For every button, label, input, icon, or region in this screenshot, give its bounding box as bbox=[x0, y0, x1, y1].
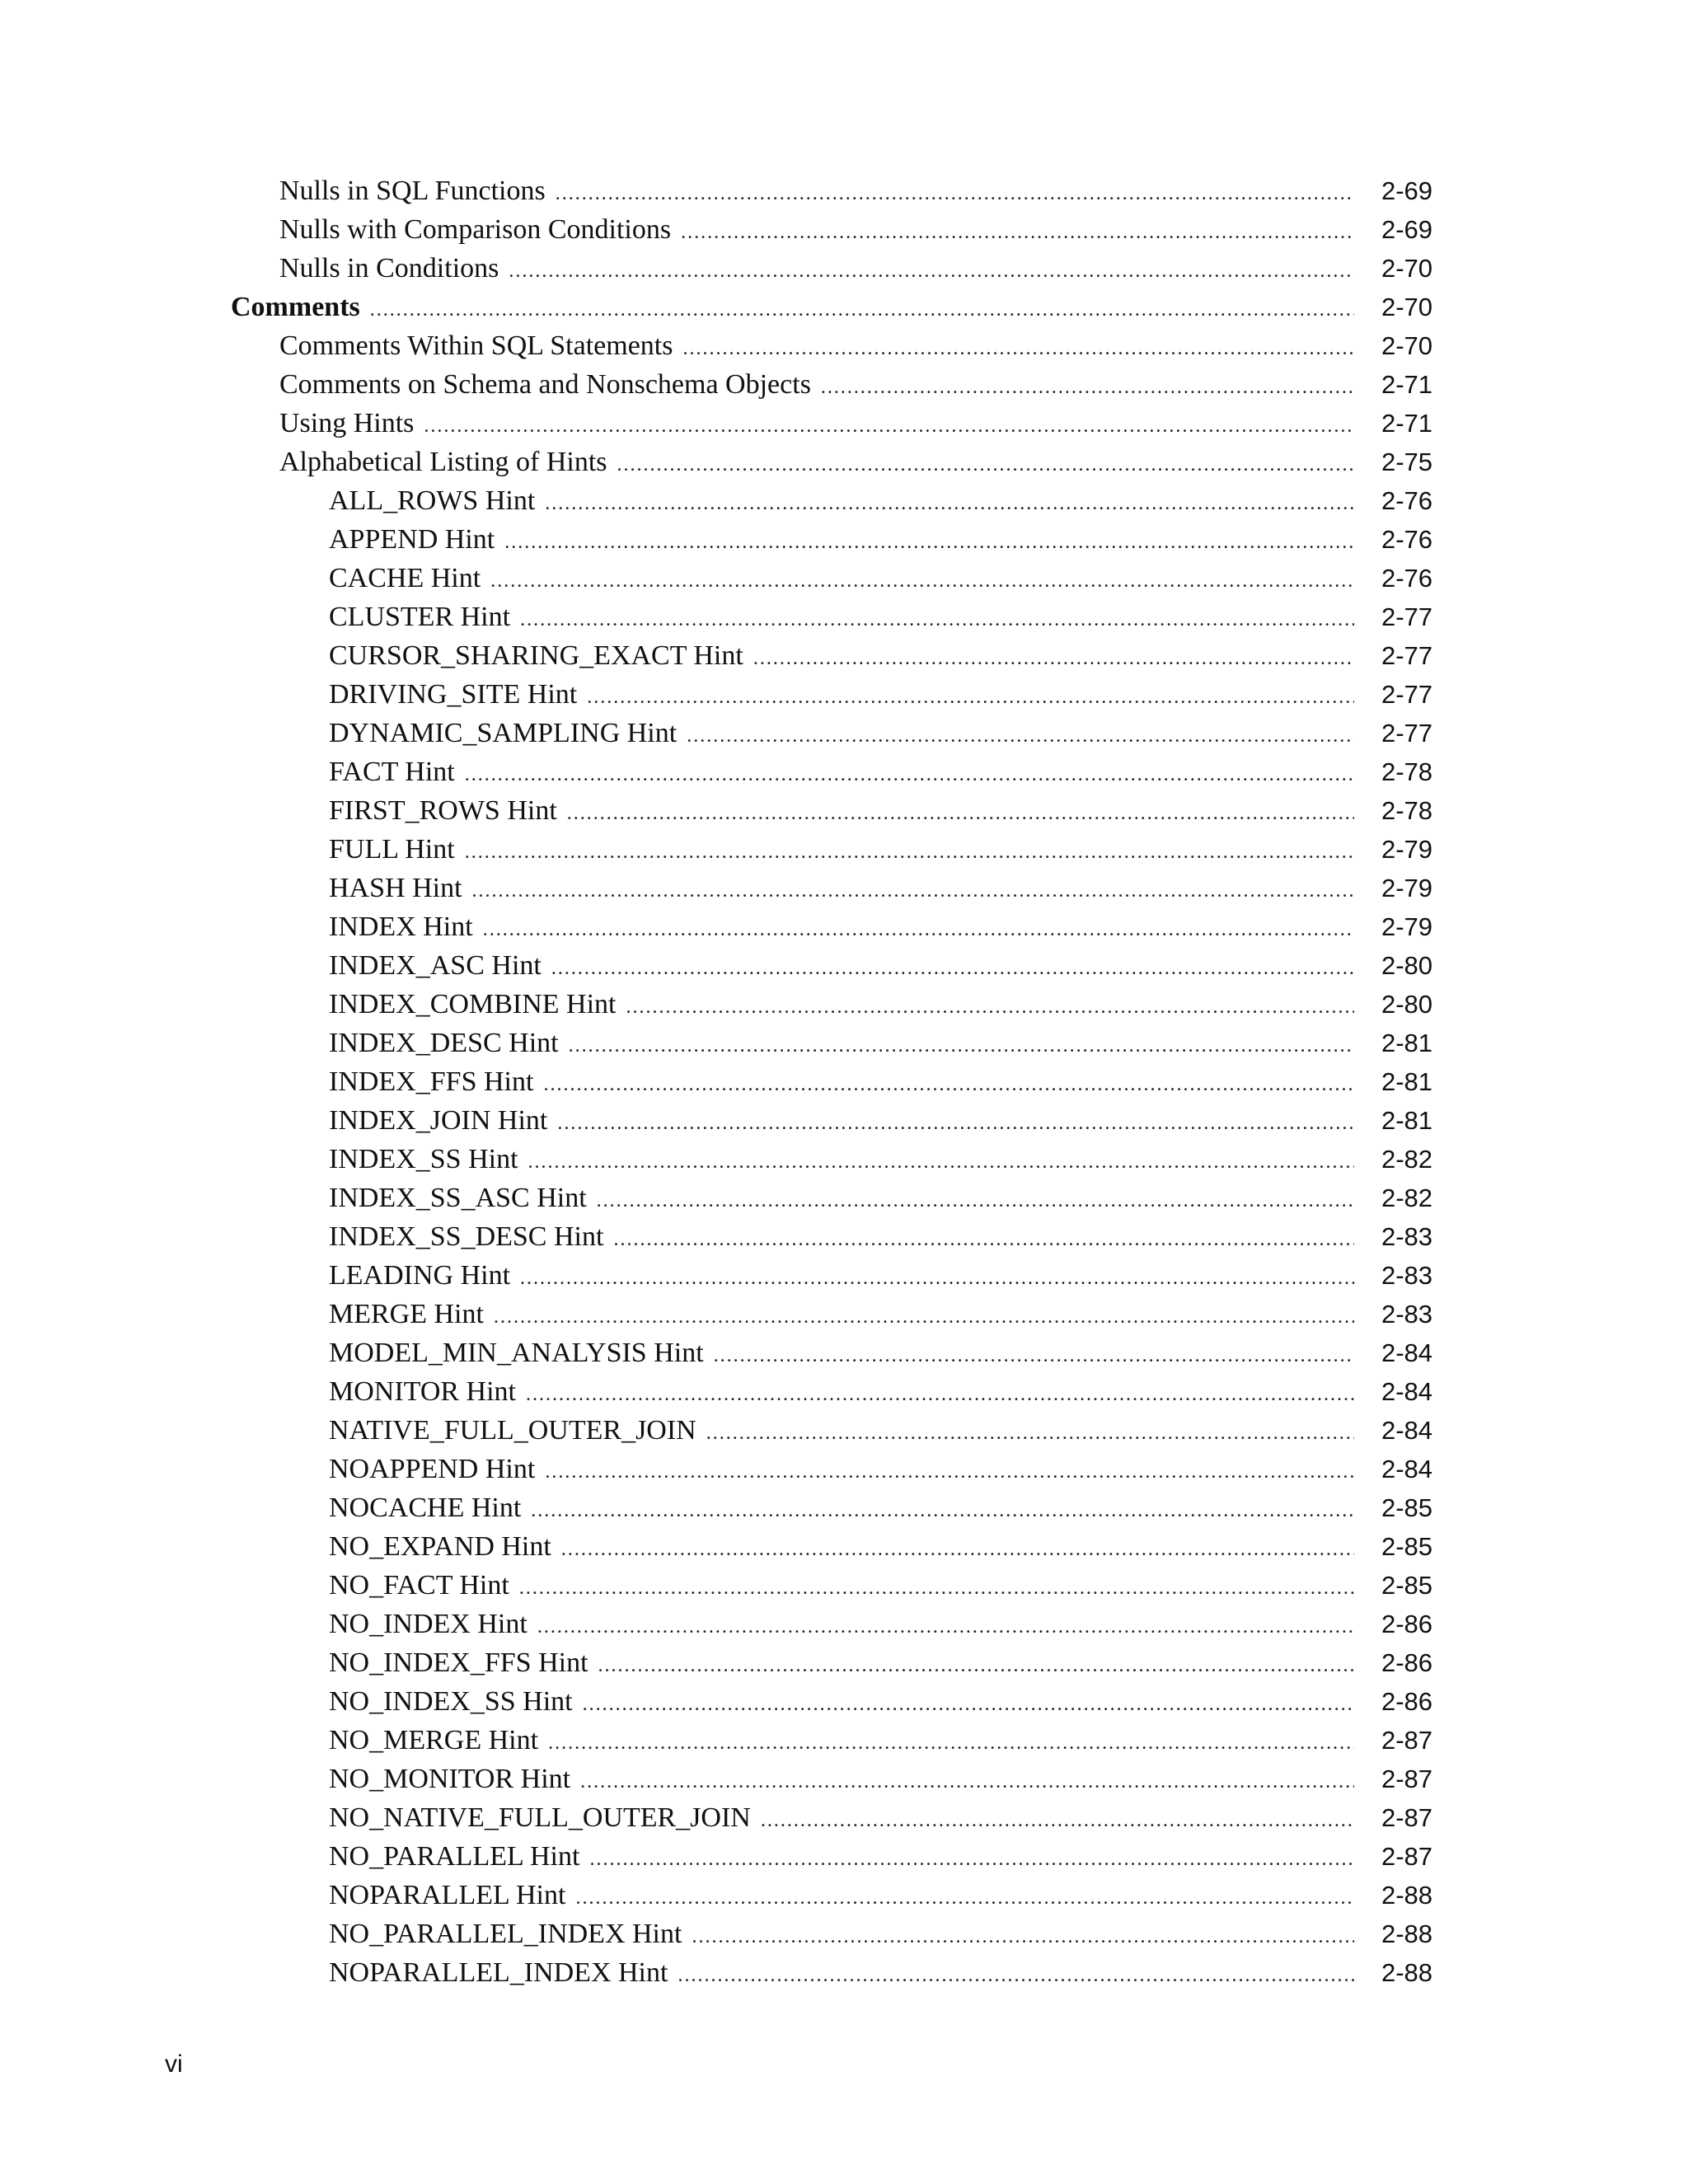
toc-entry-title[interactable]: NOPARALLEL Hint bbox=[329, 1880, 566, 1910]
toc-entry-text bbox=[329, 752, 1354, 791]
toc-entry-text bbox=[329, 1837, 1354, 1876]
toc-entry-page-number[interactable]: 2-86 bbox=[1381, 1648, 1432, 1677]
toc-entry-page-number[interactable]: 2-75 bbox=[1381, 448, 1432, 476]
toc-entry-title[interactable]: NO_INDEX_FFS Hint bbox=[329, 1647, 588, 1678]
toc-entry-text bbox=[279, 443, 1354, 481]
dot-leader bbox=[537, 1608, 1354, 1643]
dot-leader bbox=[598, 1647, 1354, 1682]
toc-entry[interactable] bbox=[0, 907, 1688, 946]
toc-entry[interactable] bbox=[0, 598, 1688, 636]
toc-entry-text bbox=[329, 1450, 1354, 1488]
toc-entry-text bbox=[329, 598, 1354, 636]
toc-entry-title[interactable]: NO_MONITOR Hint bbox=[329, 1764, 571, 1794]
dot-leader bbox=[520, 601, 1354, 636]
dot-leader bbox=[583, 1685, 1354, 1721]
toc-entry-page-number[interactable]: 2-81 bbox=[1381, 1029, 1432, 1057]
toc-entry-text bbox=[279, 210, 1354, 249]
toc-entry[interactable] bbox=[0, 1062, 1688, 1101]
toc-entry-title[interactable]: INDEX_FFS Hint bbox=[329, 1066, 534, 1097]
dot-leader bbox=[490, 562, 1354, 598]
toc-entry-title[interactable]: INDEX_SS_ASC Hint bbox=[329, 1183, 587, 1213]
dot-leader bbox=[682, 330, 1354, 365]
toc-entry[interactable] bbox=[0, 1876, 1688, 1915]
toc-entry-page-number[interactable]: 2-70 bbox=[1381, 293, 1432, 321]
toc-entry-title[interactable]: NOAPPEND Hint bbox=[329, 1454, 536, 1484]
dot-leader bbox=[613, 1221, 1354, 1256]
dot-leader bbox=[753, 640, 1354, 675]
toc-entry[interactable] bbox=[0, 210, 1688, 249]
toc-entry[interactable] bbox=[0, 1798, 1688, 1837]
toc-entry-text bbox=[329, 1527, 1354, 1566]
toc-entry[interactable] bbox=[0, 1256, 1688, 1295]
toc-entry-page-number[interactable]: 2-78 bbox=[1381, 757, 1432, 786]
dot-leader bbox=[551, 949, 1354, 985]
toc-entry-page-number[interactable]: 2-86 bbox=[1381, 1610, 1432, 1638]
toc-entry[interactable] bbox=[0, 1760, 1688, 1798]
toc-entry-text bbox=[329, 714, 1354, 752]
toc-entry[interactable] bbox=[0, 249, 1688, 288]
dot-leader bbox=[580, 1763, 1354, 1798]
toc-entry-page-number[interactable]: 2-78 bbox=[1381, 796, 1432, 825]
toc-entry-text bbox=[329, 1411, 1354, 1450]
toc-entry-page-number[interactable]: 2-81 bbox=[1381, 1106, 1432, 1135]
toc-entry[interactable] bbox=[0, 481, 1688, 520]
toc-entry-title[interactable]: NOPARALLEL_INDEX Hint bbox=[329, 1957, 668, 1988]
toc-entry[interactable] bbox=[0, 1024, 1688, 1062]
dot-leader bbox=[821, 368, 1354, 404]
toc-entry-title[interactable]: MODEL_MIN_ANALYSIS Hint bbox=[329, 1338, 704, 1368]
toc-entry-text bbox=[329, 1217, 1354, 1256]
toc-entry-title[interactable]: Nulls in SQL Functions bbox=[279, 176, 546, 206]
toc-entry-text bbox=[329, 1915, 1354, 1953]
toc-entry-page-number[interactable]: 2-77 bbox=[1381, 641, 1432, 670]
dot-leader bbox=[569, 1027, 1354, 1062]
toc-entry-page-number[interactable]: 2-84 bbox=[1381, 1338, 1432, 1367]
toc-entry-page-number[interactable]: 2-88 bbox=[1381, 1919, 1432, 1948]
toc-entry-title[interactable]: ALL_ROWS Hint bbox=[329, 485, 536, 516]
toc-entry-text bbox=[329, 1101, 1354, 1140]
toc-entry-text bbox=[279, 171, 1354, 210]
toc-entry-page-number[interactable]: 2-83 bbox=[1381, 1300, 1432, 1329]
toc-entry-page-number[interactable]: 2-71 bbox=[1381, 409, 1432, 438]
toc-entry[interactable] bbox=[0, 985, 1688, 1024]
toc-entry[interactable] bbox=[0, 1488, 1688, 1527]
toc-entry[interactable] bbox=[0, 1333, 1688, 1372]
toc-entry[interactable] bbox=[0, 1295, 1688, 1333]
toc-entry-page-number[interactable]: 2-85 bbox=[1381, 1532, 1432, 1561]
toc-entry-page-number[interactable]: 2-87 bbox=[1381, 1765, 1432, 1793]
toc-entry[interactable] bbox=[0, 675, 1688, 714]
dot-leader bbox=[714, 1337, 1354, 1372]
toc-entry-page-number[interactable]: 2-69 bbox=[1381, 215, 1432, 244]
toc-entry-title[interactable]: CLUSTER Hint bbox=[329, 602, 511, 632]
toc-entry-title[interactable]: Comments on Schema and Nonschema Objects bbox=[279, 369, 811, 400]
toc-entry[interactable] bbox=[0, 1566, 1688, 1605]
toc-entry-title[interactable]: INDEX_ASC Hint bbox=[329, 950, 542, 981]
toc-entry-page-number[interactable]: 2-88 bbox=[1381, 1881, 1432, 1910]
toc-entry-title[interactable]: NO_EXPAND Hint bbox=[329, 1531, 551, 1562]
dot-leader bbox=[706, 1414, 1354, 1450]
toc-entry-text bbox=[329, 481, 1354, 520]
toc-entry-title[interactable]: Alphabetical Listing of Hints bbox=[279, 447, 607, 477]
toc-entry-page-number[interactable]: 2-70 bbox=[1381, 331, 1432, 360]
toc-entry-text bbox=[329, 1256, 1354, 1295]
toc-entry-title[interactable]: NO_INDEX Hint bbox=[329, 1609, 528, 1639]
toc-entry-text bbox=[329, 869, 1354, 907]
toc-entry[interactable] bbox=[0, 1140, 1688, 1179]
toc-entry-title[interactable]: NO_NATIVE_FULL_OUTER_JOIN bbox=[329, 1802, 751, 1833]
toc-entry-title[interactable]: CURSOR_SHARING_EXACT Hint bbox=[329, 640, 743, 671]
toc-entry-title[interactable]: LEADING Hint bbox=[329, 1260, 511, 1291]
dot-leader bbox=[528, 1143, 1354, 1179]
toc-entry[interactable] bbox=[0, 1915, 1688, 1953]
toc-entry-page-number[interactable]: 2-84 bbox=[1381, 1416, 1432, 1445]
toc-entry-title[interactable]: APPEND Hint bbox=[329, 524, 495, 555]
toc-entry-page-number[interactable]: 2-85 bbox=[1381, 1493, 1432, 1522]
toc-entry-title[interactable]: NATIVE_FULL_OUTER_JOIN bbox=[329, 1415, 696, 1446]
toc-entry-page-number[interactable]: 2-69 bbox=[1381, 176, 1432, 205]
toc-entry-page-number[interactable]: 2-83 bbox=[1381, 1222, 1432, 1251]
toc-entry-title[interactable]: NO_FACT Hint bbox=[329, 1570, 509, 1601]
toc-entry[interactable] bbox=[0, 830, 1688, 869]
dot-leader bbox=[545, 485, 1354, 520]
toc-entry-text bbox=[329, 1760, 1354, 1798]
toc-entry-page-number[interactable]: 2-70 bbox=[1381, 254, 1432, 283]
dot-leader bbox=[543, 1066, 1354, 1101]
toc-entry-text bbox=[329, 907, 1354, 946]
toc-entry-text bbox=[329, 1605, 1354, 1643]
toc-entry-text bbox=[329, 1062, 1354, 1101]
toc-entry-text bbox=[329, 559, 1354, 598]
toc-entry-title[interactable]: NO_INDEX_SS Hint bbox=[329, 1686, 573, 1717]
toc-entry[interactable] bbox=[0, 1643, 1688, 1682]
toc-entry[interactable] bbox=[0, 1101, 1688, 1140]
table-of-contents bbox=[0, 171, 1688, 1992]
toc-entry-title[interactable]: MERGE Hint bbox=[329, 1299, 484, 1329]
dot-leader bbox=[556, 175, 1354, 210]
toc-entry-text bbox=[329, 520, 1354, 559]
toc-entry-text bbox=[279, 404, 1354, 443]
toc-entry-title[interactable]: INDEX_JOIN Hint bbox=[329, 1105, 548, 1136]
dot-leader bbox=[472, 872, 1354, 907]
dot-leader bbox=[465, 833, 1354, 869]
toc-entry-page-number[interactable]: 2-71 bbox=[1381, 370, 1432, 399]
toc-entry-page-number[interactable]: 2-87 bbox=[1381, 1803, 1432, 1832]
toc-entry[interactable] bbox=[0, 1372, 1688, 1411]
toc-entry[interactable] bbox=[0, 1179, 1688, 1217]
toc-entry-title[interactable]: Using Hints bbox=[279, 408, 415, 438]
toc-entry-title[interactable]: DYNAMIC_SAMPLING Hint bbox=[329, 718, 678, 748]
toc-entry-page-number[interactable]: 2-82 bbox=[1381, 1183, 1432, 1212]
toc-entry[interactable] bbox=[0, 1605, 1688, 1643]
dot-leader bbox=[575, 1879, 1354, 1915]
toc-entry[interactable] bbox=[0, 752, 1688, 791]
toc-entry-text bbox=[329, 636, 1354, 675]
toc-entry-text bbox=[279, 365, 1354, 404]
toc-entry-text bbox=[329, 675, 1354, 714]
toc-entry[interactable] bbox=[0, 1411, 1688, 1450]
toc-entry-page-number[interactable]: 2-76 bbox=[1381, 525, 1432, 554]
page-number: vi bbox=[165, 2050, 183, 2078]
toc-entry-page-number[interactable]: 2-80 bbox=[1381, 990, 1432, 1019]
dot-leader bbox=[545, 1453, 1354, 1488]
toc-entry[interactable] bbox=[0, 1837, 1688, 1876]
toc-entry[interactable] bbox=[0, 1682, 1688, 1721]
toc-entry[interactable] bbox=[0, 636, 1688, 675]
dot-leader bbox=[494, 1298, 1354, 1333]
toc-entry-title[interactable]: Nulls with Comparison Conditions bbox=[279, 214, 672, 245]
toc-entry-page-number[interactable]: 2-82 bbox=[1381, 1145, 1432, 1174]
dot-leader bbox=[626, 988, 1354, 1024]
toc-entry-title[interactable]: INDEX_SS_DESC Hint bbox=[329, 1221, 604, 1252]
toc-entry-text bbox=[329, 1295, 1354, 1333]
toc-entry-text bbox=[329, 830, 1354, 869]
toc-entry[interactable] bbox=[0, 791, 1688, 830]
toc-entry-title[interactable]: Nulls in Conditions bbox=[279, 253, 499, 284]
toc-entry-page-number[interactable]: 2-81 bbox=[1381, 1067, 1432, 1096]
toc-entry-title[interactable]: MONITOR Hint bbox=[329, 1376, 516, 1407]
toc-entry-page-number[interactable]: 2-77 bbox=[1381, 719, 1432, 748]
dot-leader bbox=[589, 1840, 1354, 1876]
dot-leader bbox=[465, 756, 1354, 791]
toc-entry-title[interactable]: INDEX_DESC Hint bbox=[329, 1028, 559, 1058]
toc-entry-page-number[interactable]: 2-83 bbox=[1381, 1261, 1432, 1290]
toc-entry-text bbox=[329, 1024, 1354, 1062]
dot-leader bbox=[548, 1724, 1354, 1760]
toc-entry[interactable] bbox=[0, 1527, 1688, 1566]
toc-entry-page-number[interactable]: 2-79 bbox=[1381, 835, 1432, 864]
toc-entry-page-number[interactable]: 2-85 bbox=[1381, 1571, 1432, 1600]
toc-entry-title[interactable]: INDEX_COMBINE Hint bbox=[329, 989, 617, 1019]
toc-entry[interactable] bbox=[0, 443, 1688, 481]
toc-entry-page-number[interactable]: 2-77 bbox=[1381, 602, 1432, 631]
toc-entry-title[interactable]: NO_PARALLEL_INDEX Hint bbox=[329, 1919, 682, 1949]
toc-entry[interactable] bbox=[0, 1721, 1688, 1760]
toc-entry-title[interactable]: NO_PARALLEL Hint bbox=[329, 1841, 580, 1872]
toc-entry-page-number[interactable]: 2-77 bbox=[1381, 680, 1432, 709]
dot-leader bbox=[692, 1918, 1354, 1953]
toc-entry-text bbox=[329, 1372, 1354, 1411]
toc-entry-page-number[interactable]: 2-86 bbox=[1381, 1687, 1432, 1716]
toc-entry-text bbox=[329, 1798, 1354, 1837]
toc-entry-title[interactable]: INDEX_SS Hint bbox=[329, 1144, 518, 1174]
dot-leader bbox=[561, 1530, 1354, 1566]
toc-entry[interactable] bbox=[0, 1450, 1688, 1488]
toc-entry-text bbox=[329, 1721, 1354, 1760]
toc-entry-page-number[interactable]: 2-76 bbox=[1381, 564, 1432, 593]
toc-entry-title[interactable]: FACT Hint bbox=[329, 757, 455, 787]
dot-leader bbox=[424, 407, 1354, 443]
dot-leader bbox=[531, 1492, 1354, 1527]
dot-leader bbox=[617, 446, 1354, 481]
toc-entry-page-number[interactable]: 2-79 bbox=[1381, 912, 1432, 941]
toc-entry-text bbox=[329, 946, 1354, 985]
dot-leader bbox=[761, 1802, 1354, 1837]
toc-entry-text bbox=[329, 1643, 1354, 1682]
toc-entry[interactable] bbox=[0, 326, 1688, 365]
toc-entry-title[interactable]: CACHE Hint bbox=[329, 563, 481, 593]
dot-leader bbox=[687, 717, 1354, 752]
toc-entry[interactable] bbox=[0, 171, 1688, 210]
dot-leader bbox=[557, 1104, 1354, 1140]
toc-entry-title[interactable]: INDEX Hint bbox=[329, 912, 473, 942]
toc-entry-page-number[interactable]: 2-84 bbox=[1381, 1377, 1432, 1406]
toc-entry[interactable] bbox=[0, 365, 1688, 404]
toc-entry-text bbox=[329, 1488, 1354, 1527]
toc-entry[interactable] bbox=[0, 1217, 1688, 1256]
toc-entry-text bbox=[329, 1682, 1354, 1721]
toc-entry[interactable] bbox=[0, 869, 1688, 907]
toc-entry-page-number[interactable]: 2-88 bbox=[1381, 1958, 1432, 1987]
toc-entry[interactable] bbox=[0, 559, 1688, 598]
toc-entry-text bbox=[329, 791, 1354, 830]
toc-entry-text bbox=[329, 985, 1354, 1024]
dot-leader bbox=[370, 291, 1354, 326]
dot-leader bbox=[520, 1259, 1354, 1295]
toc-entry-title[interactable]: DRIVING_SITE Hint bbox=[329, 679, 578, 710]
toc-entry-page-number[interactable]: 2-79 bbox=[1381, 874, 1432, 902]
dot-leader bbox=[526, 1376, 1354, 1411]
toc-entry-text bbox=[231, 288, 1354, 326]
dot-leader bbox=[597, 1182, 1354, 1217]
toc-entry-title[interactable]: NOCACHE Hint bbox=[329, 1493, 522, 1523]
toc-entry-page-number[interactable]: 2-80 bbox=[1381, 951, 1432, 980]
dot-leader bbox=[681, 213, 1354, 249]
toc-entry[interactable] bbox=[0, 1953, 1688, 1992]
toc-entry-title[interactable]: HASH Hint bbox=[329, 873, 462, 903]
toc-entry-text bbox=[279, 326, 1354, 365]
toc-entry[interactable] bbox=[0, 288, 1688, 326]
toc-entry-text bbox=[329, 1333, 1354, 1372]
toc-entry-text bbox=[329, 1179, 1354, 1217]
toc-entry-text bbox=[279, 249, 1354, 288]
dot-leader bbox=[483, 911, 1354, 946]
dot-leader bbox=[519, 1569, 1354, 1605]
dot-leader bbox=[678, 1957, 1354, 1992]
toc-entry-page-number[interactable]: 2-76 bbox=[1381, 486, 1432, 515]
dot-leader bbox=[567, 794, 1354, 830]
toc-entry-title[interactable]: NO_MERGE Hint bbox=[329, 1725, 539, 1755]
toc-entry[interactable] bbox=[0, 404, 1688, 443]
toc-entry-title[interactable]: FULL Hint bbox=[329, 834, 455, 865]
toc-entry-text bbox=[329, 1876, 1354, 1915]
toc-entry-text bbox=[329, 1566, 1354, 1605]
dot-leader bbox=[509, 252, 1354, 288]
toc-entry-title[interactable]: Comments bbox=[231, 292, 360, 322]
dot-leader bbox=[587, 678, 1354, 714]
toc-entry-page-number[interactable]: 2-84 bbox=[1381, 1455, 1432, 1483]
toc-entry-page-number[interactable]: 2-87 bbox=[1381, 1726, 1432, 1755]
toc-entry[interactable] bbox=[0, 946, 1688, 985]
toc-entry-title[interactable]: Comments Within SQL Statements bbox=[279, 330, 673, 361]
toc-entry-text bbox=[329, 1953, 1354, 1992]
toc-entry-text bbox=[329, 1140, 1354, 1179]
toc-entry[interactable] bbox=[0, 520, 1688, 559]
toc-entry-page-number[interactable]: 2-87 bbox=[1381, 1842, 1432, 1871]
toc-entry-title[interactable]: FIRST_ROWS Hint bbox=[329, 795, 557, 826]
dot-leader bbox=[504, 523, 1354, 559]
toc-entry[interactable] bbox=[0, 714, 1688, 752]
